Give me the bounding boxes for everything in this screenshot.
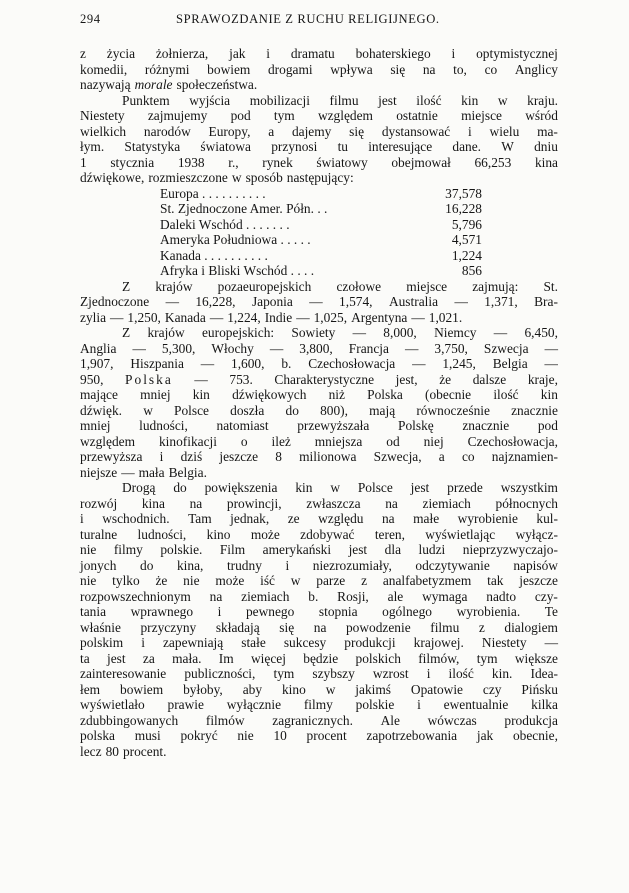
- text-line: polska musi pokryć nie 10 procent zapotrzebowania jak obecnie,: [80, 728, 558, 743]
- text-line: dźwiękowe, rozmieszczone w sposób następujący:: [80, 170, 354, 185]
- text-line: niejsze — mała Belgia.: [80, 464, 207, 480]
- text-line: zylia — 1,250, Kanada — 1,224, Indie — 1,025, Argentyna — 1,021.: [80, 309, 463, 325]
- text-line: i wschodnich. Tam jednak, ze względu na małe wyrobienie kul-: [80, 511, 558, 526]
- text-line: właśnie przyczyny składają się na powodzenie filmu z dialogiem: [80, 619, 558, 635]
- text-line: Anglia — 5,300, Włochy — 3,800, Francja — 3,750, Szwecja —: [80, 340, 558, 356]
- text-line: zainteresowanie publiczności, tym szybszy wzrost i ilość kin. Idea-: [80, 666, 558, 681]
- stats-row: [160, 201, 482, 217]
- paragraph: [80, 325, 558, 480]
- running-head: SPRAWOZDANIE Z RUCHU RELIGIJNEGO.: [176, 12, 440, 26]
- stats-region: St. Zjednoczone Amer. Półn. . .: [160, 201, 328, 216]
- text-line: lecz 80 procent.: [80, 743, 167, 759]
- text-line: rozpowszechnionym na ziemiach b. Rosji, ale wymaga nadto czy-: [80, 588, 558, 604]
- paragraph: [80, 46, 558, 93]
- text-line: nazywają morale społeczeństwa.: [80, 77, 258, 92]
- stats-row: [160, 217, 482, 233]
- text-line: nie filmy polskie. Film amerykański jest dla ludzi nieprzyzwyczajo-: [80, 542, 558, 557]
- text-line: 1,907, Hiszpania — 1,600, b. Czechosłowacja — 1,245, Belgia —: [80, 356, 558, 371]
- spaced-word: Polska: [125, 371, 173, 387]
- text-line: nie tylko że nie może iść w parze z analfabetyzmem tak jeszcze: [80, 573, 558, 588]
- text-line: tania wprawnego i pewnego stopnia ogólnego wyrobienia. Te: [80, 604, 558, 619]
- stats-region: Afryka i Bliski Wschód . . . .: [160, 263, 315, 278]
- stats-count: 16,228: [445, 201, 482, 216]
- text-line: Z krajów pozaeuropejskich czołowe miejsce zajmują: St.: [122, 278, 558, 294]
- text-line: z życia żołnierza, jak i dramatu bohaterskiego i optymistycznej: [80, 46, 558, 61]
- cinema-statistics-table: [160, 186, 482, 279]
- text-line: 950, Polska — 753. Charakterystyczne jest, że dalsze kraje,: [80, 371, 558, 387]
- stats-row: [160, 232, 482, 248]
- italic-word: morale: [134, 77, 173, 92]
- text-line: Z krajów europejskich: Sowiety — 8,000, Niemcy — 6,450,: [122, 325, 558, 340]
- text-line: Punktem wyjścia mobilizacji filmu jest ilość kin w kraju.: [122, 92, 558, 108]
- stats-region: Ameryka Południowa . . . . .: [160, 232, 311, 247]
- text-line: ta jest za mała. Im więcej będzie polskich filmów, tym większe: [80, 650, 558, 666]
- text-line: Zjednoczone — 16,228, Japonia — 1,574, Australia — 1,371, Bra-: [80, 294, 558, 309]
- text-line: wielkich narodów Europy, a dajemy się dystansować i wielu ma-: [80, 123, 558, 139]
- stats-row: [160, 263, 482, 279]
- stats-count: 5,796: [451, 216, 482, 232]
- stats-count: 856: [461, 263, 482, 278]
- text-line: 1 stycznia 1938 r., rynek światowy obejmował 66,253 kina: [80, 154, 558, 170]
- text-line: polskim i zapewniają stałe sukcesy produkcji krajowej. Niestety —: [80, 635, 558, 650]
- stats-count: 4,571: [451, 232, 482, 247]
- stats-row: [160, 186, 482, 202]
- text-line: jonych do kina, trudny i niezrozumiały, odczytywanie napisów: [80, 557, 558, 573]
- text-line: rozwój kina na prowincji, zwłaszcza na ziemiach północnych: [80, 495, 558, 511]
- stats-count: 1,224: [451, 247, 482, 263]
- text-line: mające mniej kin dźwiękowych niż Polska (obecnie ilość kin: [80, 387, 558, 402]
- text-line: zdubbingowanych filmów zagranicznych. Ale wówczas produkcja: [80, 712, 558, 728]
- stats-row: [160, 248, 482, 264]
- paragraph: [80, 480, 558, 759]
- stats-region: Daleki Wschód . . . . . . .: [160, 216, 290, 232]
- page-body: [80, 46, 558, 759]
- text-line: Drogą do powiększenia kin w Polsce jest przede wszystkim: [122, 480, 558, 495]
- paragraph: [80, 93, 558, 186]
- text-line: wyświetlało prawie wyłącznie filmy polskie i ewentualnie kilka: [80, 697, 558, 712]
- text-line: mniej ludności, natomiast przewyższała Polskę znacznie pod: [80, 418, 558, 433]
- stats-region: Kanada . . . . . . . . . .: [160, 247, 268, 263]
- text-line: przewyższa i dziś jeszcze 8 milionowa Szwecja, a co najznamien-: [80, 449, 558, 464]
- text-line: względem kinofikacji o ileż mniejsza od niej Czechosłowacja,: [80, 433, 558, 449]
- text-line: komedii, różnymi bowiem drogami wpływa się na to, co Anglicy: [80, 61, 558, 77]
- text-line: łem bowiem byłoby, aby kino w jakimś Opatowie czy Pińsku: [80, 681, 558, 697]
- paragraph: [80, 279, 558, 326]
- stats-region: Europa . . . . . . . . . .: [160, 185, 266, 201]
- page-number: 294: [80, 12, 101, 26]
- text-line: łym. Statystyka światowa przynosi tu interesujące dane. W dniu: [80, 139, 558, 154]
- stats-count: 37,578: [445, 185, 482, 201]
- text-line: turalne ludności, kino może zdobywać teren, wyświetlając wyłącz-: [80, 526, 558, 542]
- text-line: Niestety zajmujemy pod tym względem ostatnie miejsce wśród: [80, 108, 558, 123]
- text-line: dźwięk. w Polsce doszła do 800), mają równocześnie znacznie: [80, 402, 558, 418]
- page-header: [80, 12, 562, 32]
